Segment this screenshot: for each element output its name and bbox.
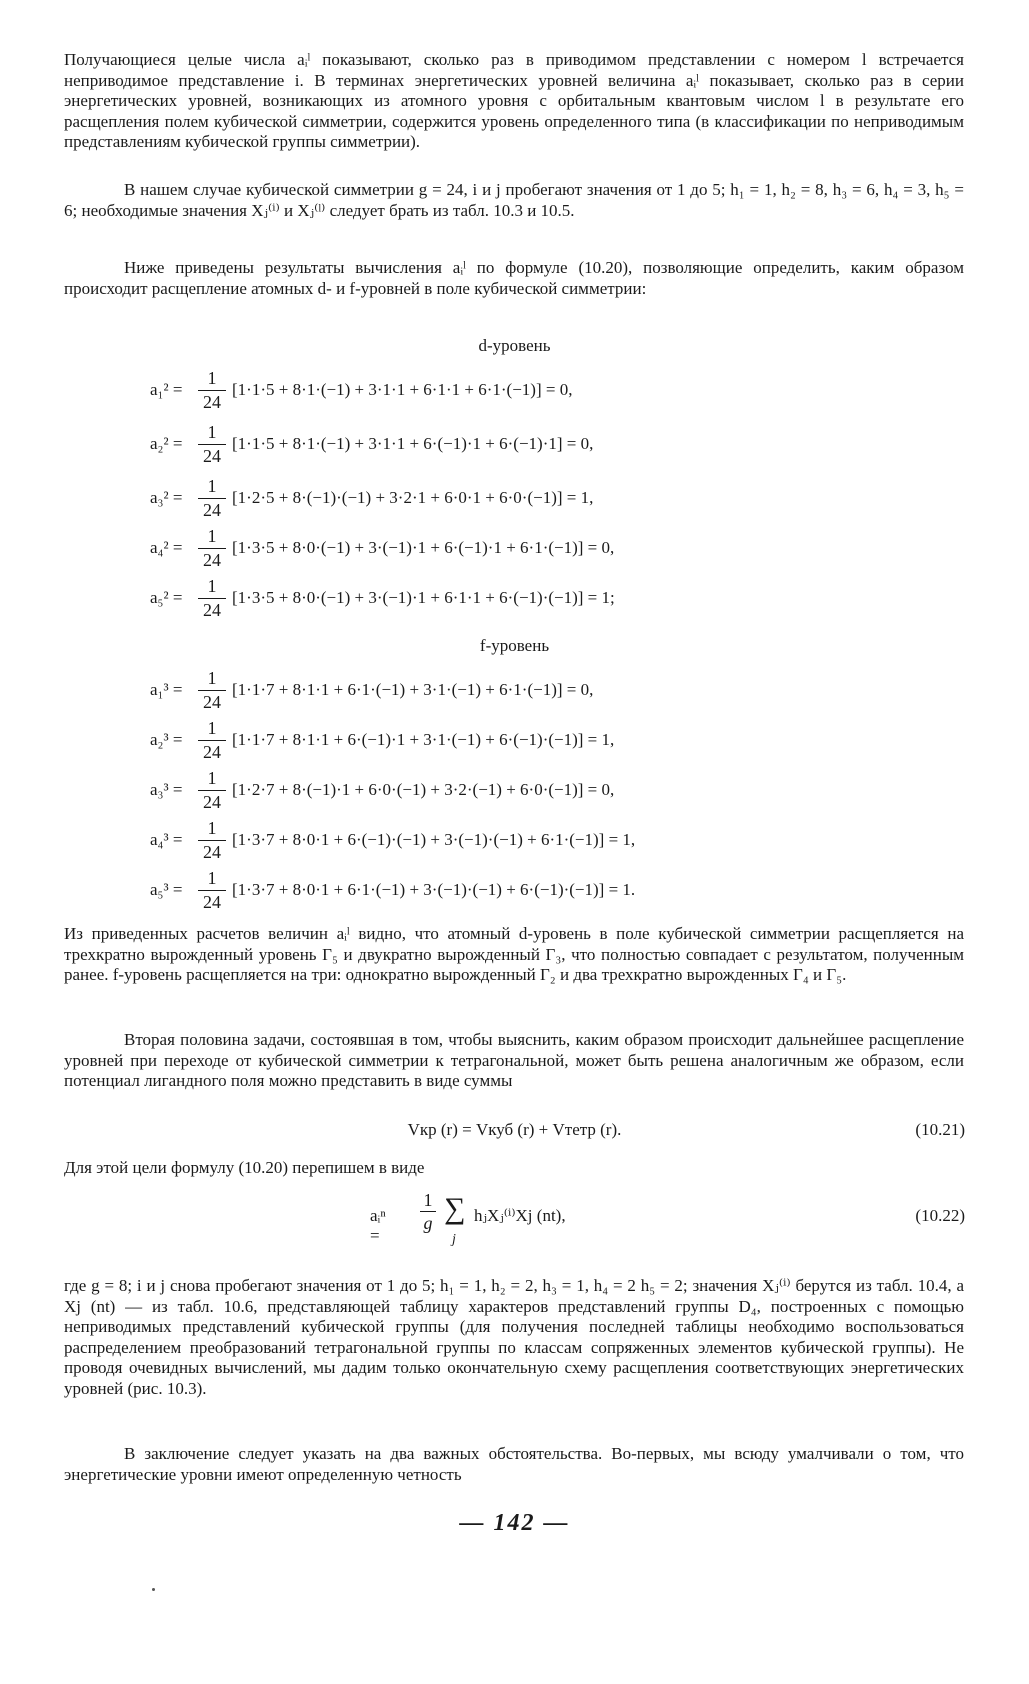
equation-rhs: [1·1·5 + 8·1·(−1) + 3·1·1 + 6·1·1 + 6·1·(−1)] = 0, [232, 380, 573, 399]
equation-d-a2 [150, 422, 930, 468]
fraction-denominator: 24 [203, 500, 221, 520]
equation-d-a5 [150, 576, 930, 622]
fraction-denominator: 24 [203, 842, 221, 862]
d-level-heading: d-уровень [478, 336, 551, 355]
fraction [198, 668, 226, 713]
equation-lhs: a₁³ = [150, 680, 183, 699]
fraction [198, 718, 226, 763]
equation-rhs: [1·2·5 + 8·(−1)·(−1) + 3·2·1 + 6·0·1 + 6·0·(−1)] = 1, [232, 488, 594, 507]
fraction-numerator: 1 [207, 368, 217, 388]
paragraph-tetragonal: где g = 8; i и j снова пробегают значения от 1 до 5; h₁ = 1, h₂ = 2, h₃ = 1, h₄ = 2 h₅ = 2; значения Xⱼ⁽ⁱ⁾ берутся из табл. 10.4, а Xj (nt) — из табл. 10.6, представляющей таблицу характеров представлений группы D₄, построенных с помощью неприводимых представлений кубической группы (для получения последней таблицы необходимо воспользоваться распределением преобразований тетрагональной группы по классам сопряженных элементов кубической группы). Не проводя очевидных вычислений, мы дадим только окончательную схему расщепления соответствующих энергетических уровней (рис. 10.3). [64, 1276, 964, 1398]
fraction-bar [198, 598, 226, 599]
fraction-denominator: 24 [203, 892, 221, 912]
fraction-numerator: 1 [207, 476, 217, 496]
fraction-bar [198, 890, 226, 891]
equation-lhs: a₄³ = [150, 830, 183, 849]
equation-rhs: [1·1·5 + 8·1·(−1) + 3·1·1 + 6·(−1)·1 + 6·(−1)·1] = 0, [232, 434, 594, 453]
equation-lhs: a₂³ = [150, 730, 183, 749]
fraction [420, 1190, 436, 1233]
equation-10-21-row [0, 1120, 1029, 1144]
fraction-bar [198, 840, 226, 841]
equation-number: (10.21) [915, 1120, 965, 1139]
equation-lhs: a₃³ = [150, 780, 183, 799]
fraction-denominator: 24 [203, 692, 221, 712]
paragraph-second-half: Вторая половина задачи, состоявшая в том, чтобы выяснить, каким образом происходит дальнейшее расщепление уровней при переходе от кубической симметрии к тетрагональной, может быть решена аналогичным же образом, если потенциал лигандного поля можно представить в виде суммы [64, 1030, 964, 1090]
f-level-heading: f-уровень [479, 636, 550, 655]
fraction-numerator: 1 [207, 668, 217, 688]
paragraph-intro: Получающиеся целые числа aᵢˡ показывают, сколько раз в приводимом представлении с номером l встречается неприводимое представление i. В терминах энергетических уровней величина aᵢˡ показывает, сколько раз в серии энергетических уровней, возникающих из атомного уровня с орбитальным квантовым числом l в результате его расщепления полем кубической симметрии, содержится уровень определенного типа (в классификации по неприводимым представлениям кубической группы симметрии). [64, 50, 964, 151]
equation-f-a4 [150, 818, 930, 864]
equation-rhs: [1·2·7 + 8·(−1)·1 + 6·0·(−1) + 3·2·(−1) + 6·0·(−1)] = 0, [232, 780, 615, 799]
fraction-numerator: 1 [207, 818, 217, 838]
fraction-bar [198, 690, 226, 691]
fraction-denominator: 24 [203, 792, 221, 812]
equation-d-a4 [150, 526, 930, 572]
fraction-bar [198, 790, 226, 791]
paragraph-rewrite-formula: Для этой цели формулу (10.20) перепишем в виде [64, 1158, 425, 1177]
fraction-bar [420, 1211, 436, 1212]
summation-index: j [452, 1232, 456, 1247]
equation-lhs: aᵢⁿ = [370, 1206, 386, 1245]
equation-f-a5 [150, 868, 930, 914]
fraction-denominator: 24 [203, 742, 221, 762]
fraction-denominator: 24 [203, 550, 221, 570]
fraction-denominator: 24 [203, 392, 221, 412]
equation-10-21: Vкр (r) = Vкуб (r) + Vтетр (r). [407, 1120, 622, 1139]
equation-lhs: a₂² = [150, 434, 183, 453]
fraction-denominator: g [423, 1213, 433, 1233]
fraction-numerator: 1 [207, 768, 217, 788]
fraction [198, 526, 226, 571]
equation-rhs: [1·1·7 + 8·1·1 + 6·(−1)·1 + 3·1·(−1) + 6·(−1)·(−1)] = 1, [232, 730, 615, 749]
fraction [198, 422, 226, 467]
fraction-bar [198, 444, 226, 445]
paragraph-conclusion: В заключение следует указать на два важных обстоятельства. Во-первых, мы всюду умалчивали о том, что энергетические уровни имеют определенную четность [64, 1444, 964, 1484]
equation-lhs: a₃² = [150, 488, 183, 507]
fraction [198, 576, 226, 621]
equation-lhs: a₄² = [150, 538, 183, 557]
equation-lhs: a₅² = [150, 588, 183, 607]
paragraph-d-level-splitting: Из приведенных расчетов величин aᵢˡ видно, что атомный d-уровень в поле кубической симметрии расщепляется на трехкратно вырожденный уровень Γ₅ и двукратно вырожденный Γ₃, что полностью совпадает с результатом, полученным ранее. f-уровень расщепляется на три: однократно вырожденный Γ₂ и два трехкратно вырожденных Γ₄ и Γ₅. [64, 924, 964, 984]
equation-rhs: hⱼXⱼ⁽ⁱ⁾Xj (nt), [474, 1206, 566, 1225]
fraction-numerator: 1 [207, 422, 217, 442]
fraction-bar [198, 548, 226, 549]
paragraph-cubic-symmetry: В нашем случае кубической симметрии g = 24, i и j пробегают значения от 1 до 5; h₁ = 1, h₂ = 8, h₃ = 6, h₄ = 3, h₅ = 6; необходимые значения Xⱼ⁽ⁱ⁾ и Xⱼ⁽ˡ⁾ следует брать из табл. 10.3 и 10.5. [64, 180, 964, 220]
fraction [198, 768, 226, 813]
equation-rhs: [1·3·5 + 8·0·(−1) + 3·(−1)·1 + 6·1·1 + 6·(−1)·(−1)] = 1; [232, 588, 615, 607]
equation-rhs: [1·3·7 + 8·0·1 + 6·(−1)·(−1) + 3·(−1)·(−1) + 6·1·(−1)] = 1, [232, 830, 636, 849]
equation-rhs: [1·1·7 + 8·1·1 + 6·1·(−1) + 3·1·(−1) + 6·1·(−1)] = 0, [232, 680, 594, 699]
fraction-numerator: 1 [423, 1190, 433, 1210]
equation-lhs: a₅³ = [150, 880, 183, 899]
equation-d-a3 [150, 476, 930, 522]
fraction-bar [198, 390, 226, 391]
fraction [198, 368, 226, 413]
equation-number: (10.22) [915, 1206, 965, 1225]
fraction [198, 818, 226, 863]
paragraph-results-intro: Ниже приведены результаты вычисления aᵢˡ по формуле (10.20), позволяющие определить, каким образом происходит расщепление атомных d- и f-уровней в поле кубической симметрии: [64, 258, 964, 298]
equation-f-a2 [150, 718, 930, 764]
page-number: — 142 — [459, 1510, 570, 1536]
summation-symbol: ∑ [444, 1192, 466, 1225]
equation-rhs: [1·3·5 + 8·0·(−1) + 3·(−1)·1 + 6·(−1)·1 + 6·1·(−1)] = 0, [232, 538, 615, 557]
equation-10-22-row [0, 1188, 1029, 1260]
equation-rhs: [1·3·7 + 8·0·1 + 6·1·(−1) + 3·(−1)·(−1) + 6·(−1)·(−1)] = 1. [232, 880, 636, 899]
fraction-bar [198, 498, 226, 499]
equation-lhs: a₁² = [150, 380, 183, 399]
fraction-numerator: 1 [207, 868, 217, 888]
fraction-denominator: 24 [203, 446, 221, 466]
fraction [198, 476, 226, 521]
equation-f-a1 [150, 668, 930, 714]
equation-d-a1 [150, 368, 930, 414]
fraction [198, 868, 226, 913]
fraction-numerator: 1 [207, 526, 217, 546]
fraction-numerator: 1 [207, 718, 217, 738]
scan-speck [152, 1588, 155, 1591]
fraction-denominator: 24 [203, 600, 221, 620]
fraction-numerator: 1 [207, 576, 217, 596]
equation-f-a3 [150, 768, 930, 814]
fraction-bar [198, 740, 226, 741]
